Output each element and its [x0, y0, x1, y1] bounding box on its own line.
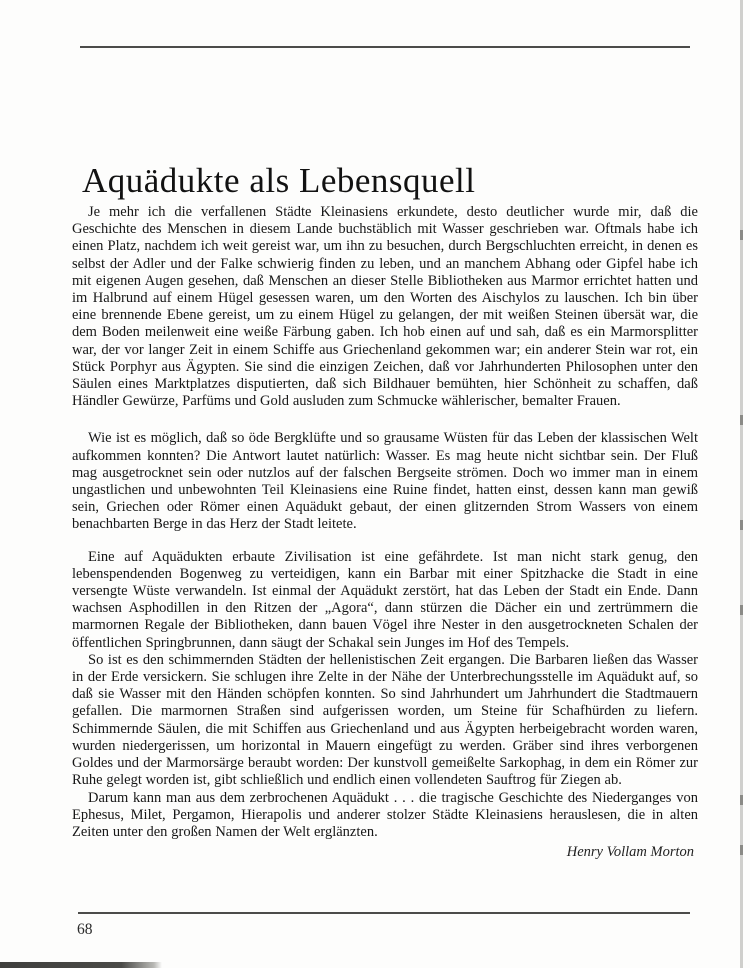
- scan-speck: [740, 230, 743, 240]
- bottom-rule: [78, 912, 690, 914]
- top-rule: [80, 46, 690, 48]
- scan-speck: [740, 605, 743, 615]
- paragraph-5: Darum kann man aus dem zerbrochenen Aquädukt . . . die tragische Geschichte des Niederganges von Ephesus, Milet, Pergamon, Hierapolis und anderer stolzer Städte Kleinasiens herauslesen, die in alten Zeiten unter den großen Namen der Welt erglänzten.: [72, 789, 698, 840]
- paragraph-3: Eine auf Aquädukten erbaute Zivilisation ist eine gefährdete. Ist man nicht stark genug, den lebenspendenden Bogenweg zu verteidigen, kann ein Barbar mit einer Spitzhacke die Stadt in eine versengte Wüste verwandeln. Ist einmal der Aquädukt zerstört, hat das Leben der Stadt ein Ende. Dann wachsen Asphodillen in den Ritzen der „Agora“, dann stürzen die Dächer ein und zertrümmern die marmornen Regale der Bibliotheken, dann bauen Vögel ihre Nester in den ausgetrockneten Schalen der öffentlichen Springbrunnen, dann säugt der Schakal sein Junges im Hof des Tempels.: [72, 548, 698, 651]
- page-title: Aquädukte als Lebensquell: [82, 161, 476, 201]
- scan-speck: [740, 415, 743, 425]
- scan-page-edge: [740, 0, 743, 968]
- paragraph-1: Je mehr ich die verfallenen Städte Kleinasiens erkundete, desto deutlicher wurde mir, daß die Geschichte des Menschen in diesem Lande buchstäblich mit Wasser geschrieben war. Oftmals habe ich einen Platz, nachdem ich weit gereist war, um ihn zu besuchen, durch Bergschluchten erreicht, in denen es selbst der Adler und der Falke schwierig finden zu leben, und an manchem Abhang oder Gipfel habe ich mit eigenen Augen gesehen, daß Menschen an dieser Stelle Bibliotheken aus Marmor errichtet hatten und im Halbrund auf einem Hügel gesessen waren, um den Worten des Aischylos zu lauschen. Ich bin über eine brennende Ebene gereist, um zu einem Hügel zu gelangen, der mit weißen Steinen übersät war, die dem Boden meilenweit eine weiße Färbung gaben. Ich hob einen auf und sah, daß es ein Marmorsplitter war, der vor langer Zeit in einem Schiffe aus Griechenland gekommen war; ein anderer Stein war rot, ein Stück Porphyr aus Ägypten. Sie sind die einzigen Zeichen, daß vor Jahrhunderten Philosophen unter den Säulen eines Marktplatzes disputierten, daß sich Bildhauer bemühten, hier Schönheit zu schaffen, daß Händler Gewürze, Parfüms und Gold ausluden zum Schmucke wählerischer, bemalter Frauen.: [72, 204, 698, 410]
- paragraph-2: Wie ist es möglich, daß so öde Bergklüfte und so grausame Wüsten für das Leben der klassischen Welt aufkommen konnten? Die Antwort lautet natürlich: Wasser. Es mag heute nicht sichtbar sein. Der Fluß mag ausgetrocknet sein oder nutzlos auf der falschen Bergseite strömen. Doch wo immer man in einem ungastlichen und unbewohnten Teil Kleinasiens eine Ruine findet, hatten einst, dessen kann man gewiß sein, Griechen oder Römer einen Aquädukt gebaut, der einen glitzernden Strom Wassers von einem benachbarten Berge in das Herz der Stadt leitete.: [72, 430, 698, 533]
- author-attribution: Henry Vollam Morton: [566, 844, 694, 861]
- scan-speck: [740, 845, 743, 855]
- paragraph-4: So ist es den schimmernden Städten der hellenistischen Zeit ergangen. Die Barbaren ließen das Wasser in der Erde versickern. Sie schlugen ihre Zelte in der Nähe der Unterbrechungsstelle im Aquädukt auf, so daß sie Wasser mit den Händen schöpfen konnten. So sind Jahrhundert um Jahrhundert die Stadtmauern gefallen. Die marmornen Straßen sind aufgerissen worden, um Steine für Schafhürden zu liefern. Schimmernde Säulen, die mit Schiffen aus Griechenland und aus Ägypten herbeigebracht worden waren, wurden niedergerissen, um horizontal in Mauern eingefügt zu werden. Gräber sind ihres verborgenen Goldes und der Marmorsärge beraubt worden: Der kunstvoll gemeißelte Sarkophag, in dem ein Römer zur Ruhe gelegt worden ist, gibt schließlich und endlich einen vollendeten Sauftrog für Ziegen ab.: [72, 651, 698, 789]
- article-body: [72, 204, 698, 861]
- scan-speck: [740, 795, 743, 805]
- scan-corner-shadow: [0, 962, 162, 968]
- scan-speck: [740, 520, 743, 530]
- page-number: 68: [77, 921, 93, 938]
